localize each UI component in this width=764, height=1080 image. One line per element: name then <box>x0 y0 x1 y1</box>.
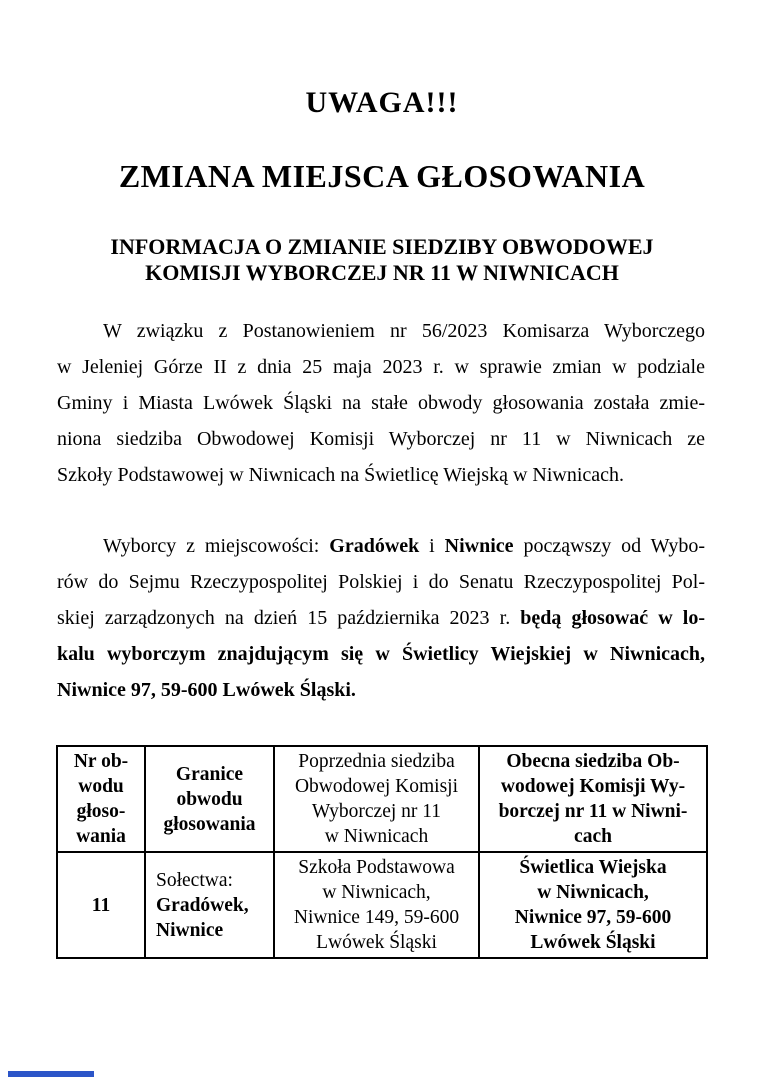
table-cell-line: Lwówek Śląski <box>530 932 656 953</box>
table-cell-line: cach <box>574 826 612 847</box>
table-cell-line: w Niwnicach, <box>537 882 649 903</box>
table-header-cell <box>145 746 274 852</box>
table-cell-line: Sołectwa: <box>156 869 233 891</box>
paragraph-line <box>57 313 705 349</box>
table-cell-line: Nr ob- <box>73 751 129 772</box>
text-segment: Gminy i Miasta Lwówek Śląski na stałe obwody głosowania została zmie- <box>57 392 705 414</box>
bold-text-segment: Niwnice <box>444 535 514 557</box>
text-segment: niona siedziba Obwodowej Komisji Wyborczej nr 11 w Niwnicach ze <box>57 428 705 450</box>
bottom-blue-bar <box>8 1071 94 1077</box>
table-cell-line: Gradówek, <box>156 894 249 916</box>
text-segment: W związku z Postanowieniem nr 56/2023 Komisarza Wyborczego <box>103 320 705 342</box>
table-cell-line: Wyborczej nr 11 <box>311 801 442 822</box>
paragraph-line <box>57 421 705 457</box>
paragraph-postanowienie <box>57 313 705 493</box>
paragraph-line <box>57 672 705 708</box>
table-header-cell <box>274 746 479 852</box>
table-cell-line: Obwodowej Komisji <box>294 776 459 797</box>
table-cell-line: Granice <box>175 763 244 785</box>
bold-text-segment: będą głosować w lo- <box>520 607 705 629</box>
table-cell-line: głoso- <box>76 801 126 822</box>
table-cell-line: Szkoła Podstawowa <box>298 857 455 878</box>
paragraph-line <box>57 349 705 385</box>
text-segment: rów do Sejmu Rzeczypospolitej Polskiej i do Senatu Rzeczypospolitej Pol- <box>57 571 705 593</box>
polling-station-table <box>56 745 708 959</box>
bold-text-segment: kalu wyborczym znajdującym się w Świetlicy Wiejskiej w Niwnicach, <box>57 643 705 665</box>
table-cell-line: Lwówek Śląski <box>316 932 437 953</box>
paragraph-line <box>57 385 705 421</box>
text-segment: w Jeleniej Górze II z dnia 25 maja 2023 r. w sprawie zmian w podziale <box>57 356 705 378</box>
table-cell-line: w Niwnicach, <box>322 882 431 903</box>
text-segment: skiej zarządzonych na dzień 15 października 2023 r. <box>57 607 521 629</box>
table-header-cell <box>479 746 707 852</box>
heading-informacja <box>0 234 764 286</box>
table-data-cell <box>274 852 479 958</box>
paragraph-line <box>57 564 705 600</box>
table-cell-line: wodu <box>78 776 124 797</box>
text-segment: Wyborcy z miejscowości: <box>103 535 330 557</box>
paragraph-line <box>57 528 705 564</box>
table-data-cell <box>145 852 274 958</box>
table-cell-line: w Niwnicach <box>324 826 429 847</box>
heading-zmiana-miejsca-glosowania: ZMIANA MIEJSCA GŁOSOWANIA <box>118 158 646 194</box>
table-data-cell <box>479 852 707 958</box>
table-cell-line: głosowania <box>163 813 256 835</box>
table-cell-line: Poprzednia siedziba <box>298 751 455 772</box>
table-header-row <box>57 746 707 852</box>
table-cell-line: Niwnice 149, 59-600 <box>293 907 460 928</box>
bold-text-segment: Niwnice 97, 59-600 Lwówek Śląski. <box>57 679 356 701</box>
table-cell-line: Świetlica Wiejska <box>519 857 667 878</box>
text-segment: począwszy od Wybo- <box>513 535 705 557</box>
table-header-cell <box>57 746 145 852</box>
heading-uwaga: UWAGA!!! <box>305 86 459 119</box>
table-data-cell <box>57 852 145 958</box>
table-cell-line: borczej nr 11 w Niwni- <box>498 801 688 822</box>
table-cell-line: Niwnice <box>156 919 224 941</box>
table-cell-line: 11 <box>91 894 111 916</box>
table-cell-line: wania <box>76 826 126 847</box>
table-cell-line: obwodu <box>176 788 243 810</box>
table-cell-line: wodowej Komisji Wy- <box>500 776 686 797</box>
paragraph-line <box>57 600 705 636</box>
paragraph-wyborcy <box>57 528 705 708</box>
table-cell-line: Niwnice 97, 59-600 <box>514 907 672 928</box>
bold-text-segment: Gradówek <box>329 535 420 557</box>
table-data-row <box>57 852 707 958</box>
heading-informacja-line1: INFORMACJA O ZMIANIE SIEDZIBY OBWODOWEJ <box>110 234 654 259</box>
text-segment: i <box>419 535 445 557</box>
table-cell-line: Obecna siedziba Ob- <box>506 751 680 772</box>
paragraph-line <box>57 457 705 493</box>
heading-informacja-line2: KOMISJI WYBORCZEJ NR 11 W NIWNICACH <box>145 260 619 285</box>
paragraph-line <box>57 636 705 672</box>
text-segment: Szkoły Podstawowej w Niwnicach na Świetlicę Wiejską w Niwnicach. <box>57 464 625 486</box>
